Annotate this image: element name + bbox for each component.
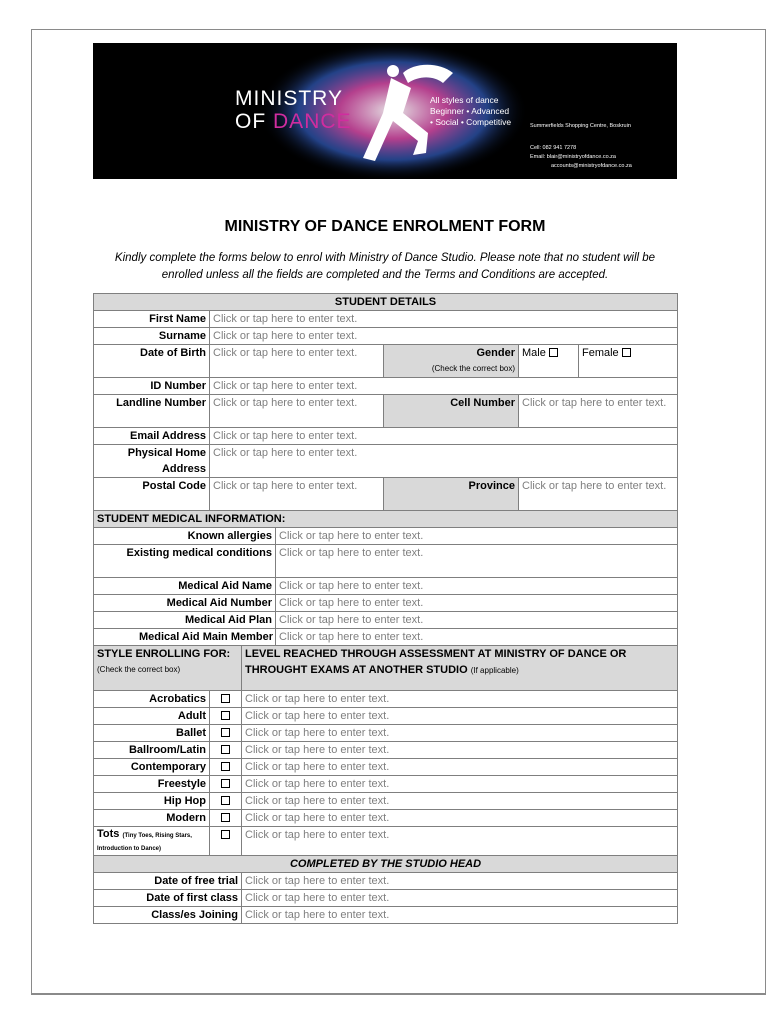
- style-tots-level[interactable]: Click or tap here to enter text.: [242, 827, 678, 856]
- aid-name-field[interactable]: Click or tap here to enter text.: [276, 578, 678, 595]
- gender-note: (Check the correct box): [431, 364, 515, 373]
- style-acrobatics-checkbox[interactable]: [210, 691, 242, 708]
- aid-plan-label: Medical Aid Plan: [94, 612, 276, 629]
- banner-tagline: [430, 95, 511, 128]
- style-note: (Check the correct box): [97, 665, 181, 674]
- female-option[interactable]: [579, 345, 678, 378]
- surname-field[interactable]: Click or tap here to enter text.: [210, 328, 678, 345]
- style-tots-label: [94, 827, 210, 856]
- style-adult-label: Adult: [94, 708, 210, 725]
- main-member-field[interactable]: Click or tap here to enter text.: [276, 629, 678, 646]
- style-ballet-label: Ballet: [94, 725, 210, 742]
- contact-cell: Cell: 082 941 7278: [530, 145, 577, 151]
- style-ballet-level[interactable]: Click or tap here to enter text.: [242, 725, 678, 742]
- free-trial-label: Date of free trial: [94, 873, 242, 890]
- level-header-text: LEVEL REACHED THROUGH ASSESSMENT AT MINISTRY OF DANCE OR THROUGHT EXAMS AT ANOTHER STUDIO: [245, 648, 627, 676]
- style-acrobatics-level[interactable]: Click or tap here to enter text.: [242, 691, 678, 708]
- landline-label: Landline Number: [94, 395, 210, 428]
- logo-of-dance: [235, 110, 352, 134]
- province-field[interactable]: Click or tap here to enter text.: [519, 478, 678, 511]
- first-name-field[interactable]: Click or tap here to enter text.: [210, 311, 678, 328]
- address-field[interactable]: Click or tap here to enter text.: [210, 445, 678, 478]
- first-class-field[interactable]: Click or tap here to enter text.: [242, 890, 678, 907]
- female-label: Female: [582, 347, 619, 359]
- style-adult-level[interactable]: Click or tap here to enter text.: [242, 708, 678, 725]
- form-title: MINISTRY OF DANCE ENROLMENT FORM: [224, 218, 546, 235]
- dob-label: Date of Birth: [94, 345, 210, 378]
- style-adult-checkbox[interactable]: [210, 708, 242, 725]
- landline-field[interactable]: Click or tap here to enter text.: [210, 395, 384, 428]
- tagline-line: • Social • Competitive: [430, 117, 512, 127]
- logo-dance: DANCE: [273, 110, 352, 133]
- allergies-field[interactable]: Click or tap here to enter text.: [276, 528, 678, 545]
- style-freestyle-label: Freestyle: [94, 776, 210, 793]
- style-freestyle-level[interactable]: Click or tap here to enter text.: [242, 776, 678, 793]
- free-trial-field[interactable]: Click or tap here to enter text.: [242, 873, 678, 890]
- email-label: Email Address: [94, 428, 210, 445]
- level-header: [242, 646, 678, 691]
- conditions-label: Existing medical conditions: [94, 545, 276, 578]
- postal-code-label: Postal Code: [94, 478, 210, 511]
- logo-ministry: MINISTRY: [235, 87, 343, 110]
- first-class-label: Date of first class: [94, 890, 242, 907]
- cell-number-field[interactable]: Click or tap here to enter text.: [519, 395, 678, 428]
- postal-code-field[interactable]: Click or tap here to enter text.: [210, 478, 384, 511]
- aid-number-field[interactable]: Click or tap here to enter text.: [276, 595, 678, 612]
- style-ballroom-level[interactable]: Click or tap here to enter text.: [242, 742, 678, 759]
- gender-label: [384, 345, 519, 378]
- style-acrobatics-label: Acrobatics: [94, 691, 210, 708]
- intro-text: Kindly complete the forms below to enrol with Ministry of Dance Studio. Please note that no student will be enrolled unless all the fields are completed and the Terms and Conditions are accepted.: [114, 252, 656, 281]
- address-label: Physical Home Address: [94, 445, 210, 478]
- checkbox-icon[interactable]: [221, 779, 230, 788]
- contact-email-accounts: accounts@ministryofdance.co.za: [551, 163, 632, 169]
- checkbox-icon[interactable]: [221, 813, 230, 822]
- checkbox-icon[interactable]: [221, 830, 230, 839]
- male-label: Male: [522, 347, 546, 359]
- studio-head-header: COMPLETED BY THE STUDIO HEAD: [94, 856, 678, 873]
- first-name-label: First Name: [94, 311, 210, 328]
- level-note: (If applicable): [470, 666, 519, 675]
- style-header-text: STYLE ENROLLING FOR:: [97, 648, 231, 660]
- style-contemporary-label: Contemporary: [94, 759, 210, 776]
- aid-number-label: Medical Aid Number: [94, 595, 276, 612]
- style-modern-label: Modern: [94, 810, 210, 827]
- female-checkbox[interactable]: [622, 348, 631, 357]
- checkbox-icon[interactable]: [221, 694, 230, 703]
- checkbox-icon[interactable]: [221, 796, 230, 805]
- style-freestyle-checkbox[interactable]: [210, 776, 242, 793]
- main-member-label: Medical Aid Main Member: [94, 629, 276, 646]
- id-number-field[interactable]: Click or tap here to enter text.: [210, 378, 678, 395]
- id-number-label: ID Number: [94, 378, 210, 395]
- logo-of: OF: [235, 110, 267, 133]
- classes-joining-label: Class/es Joining: [94, 907, 242, 924]
- style-hiphop-level[interactable]: Click or tap here to enter text.: [242, 793, 678, 810]
- male-option[interactable]: [519, 345, 579, 378]
- tots-note: (Tiny Toes, Rising Stars, Introduction to Dance): [97, 833, 192, 852]
- style-modern-checkbox[interactable]: [210, 810, 242, 827]
- header-banner: [93, 43, 677, 179]
- style-modern-level[interactable]: Click or tap here to enter text.: [242, 810, 678, 827]
- tagline-line: All styles of dance: [430, 95, 499, 105]
- checkbox-icon[interactable]: [221, 762, 230, 771]
- aid-name-label: Medical Aid Name: [94, 578, 276, 595]
- dancer-head: [387, 65, 399, 77]
- medical-header: STUDENT MEDICAL INFORMATION:: [94, 511, 678, 528]
- style-ballet-checkbox[interactable]: [210, 725, 242, 742]
- classes-joining-field[interactable]: Click or tap here to enter text.: [242, 907, 678, 924]
- style-ballroom-label: Ballroom/Latin: [94, 742, 210, 759]
- surname-label: Surname: [94, 328, 210, 345]
- male-checkbox[interactable]: [549, 348, 558, 357]
- email-field[interactable]: Click or tap here to enter text.: [210, 428, 678, 445]
- contact-email: Email: blair@ministryofdance.co.za: [530, 154, 616, 160]
- checkbox-icon[interactable]: [221, 711, 230, 720]
- banner-contact: [530, 144, 632, 171]
- style-hiphop-checkbox[interactable]: [210, 793, 242, 810]
- style-tots-checkbox[interactable]: [210, 827, 242, 856]
- tots-label-text: Tots: [97, 828, 120, 840]
- dob-field[interactable]: Click or tap here to enter text.: [210, 345, 384, 378]
- student-details-header: STUDENT DETAILS: [94, 294, 678, 311]
- province-label: Province: [384, 478, 519, 511]
- aid-plan-field[interactable]: Click or tap here to enter text.: [276, 612, 678, 629]
- tagline-line: Beginner • Advanced: [430, 106, 510, 116]
- cell-number-label: Cell Number: [384, 395, 519, 428]
- style-contemporary-checkbox[interactable]: [210, 759, 242, 776]
- conditions-field[interactable]: Click or tap here to enter text.: [276, 545, 678, 578]
- style-contemporary-level[interactable]: Click or tap here to enter text.: [242, 759, 678, 776]
- gender-label-text: Gender: [476, 347, 515, 359]
- style-hiphop-label: Hip Hop: [94, 793, 210, 810]
- checkbox-icon[interactable]: [221, 745, 230, 754]
- checkbox-icon[interactable]: [221, 728, 230, 737]
- banner-address: Summerfields Shopping Centre, Boskruin: [530, 123, 631, 129]
- style-ballroom-checkbox[interactable]: [210, 742, 242, 759]
- style-header: [94, 646, 242, 691]
- enrolment-table: [93, 293, 678, 924]
- allergies-label: Known allergies: [94, 528, 276, 545]
